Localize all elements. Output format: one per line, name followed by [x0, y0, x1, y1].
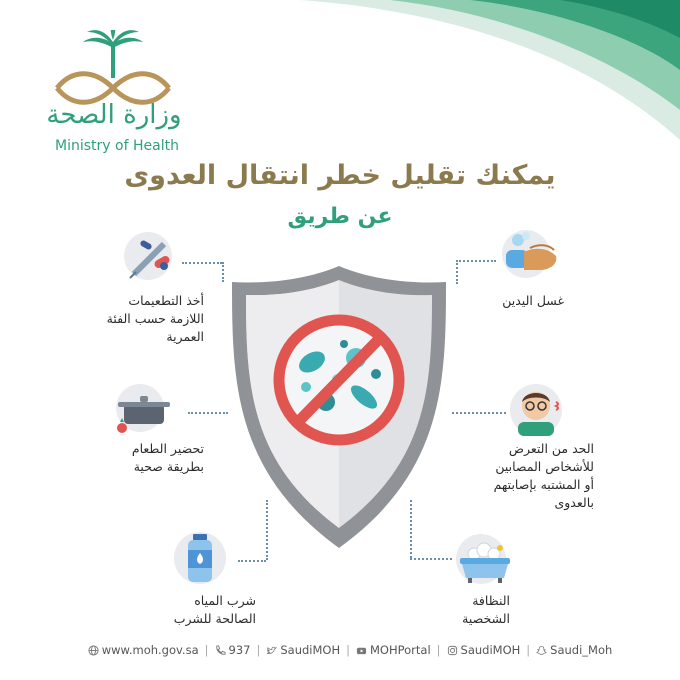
avoid-line-4: بالعدوى [554, 495, 594, 511]
bathtub-icon-circle [456, 534, 506, 584]
twitter-icon [266, 645, 277, 656]
cooking-pot-icon [116, 384, 176, 438]
footer-youtube-text: MOHPortal [369, 643, 431, 657]
vaccine-icon [124, 232, 176, 284]
water-line-1: شرب المياه [194, 593, 256, 608]
sick-person-icon [510, 384, 570, 438]
vaccines-line-3: العمرية [166, 329, 204, 345]
connector-avoid [452, 412, 506, 414]
vaccine-icon-circle [124, 232, 172, 280]
instagram-icon [447, 645, 458, 656]
handwash-text [474, 292, 564, 310]
vaccines-line-2: اللازمة حسب الفئة [106, 311, 204, 327]
connector-food [188, 412, 228, 414]
water-line-2: الصالحة للشرب [173, 611, 256, 627]
footer-website-text: www.moh.gov.sa [101, 643, 199, 657]
connector-handwash [456, 260, 496, 262]
avoid-line-3: أو المشتبه بإصابتهم [493, 477, 594, 493]
globe-icon [88, 645, 99, 656]
bathtub-icon [456, 534, 514, 586]
water-text [156, 592, 256, 628]
vaccines-line-1: أخذ التطعيمات [128, 293, 204, 308]
connector-hygiene-v [410, 500, 412, 558]
footer-instagram-text: SaudiMOH [460, 643, 521, 657]
footer-divider: | [526, 643, 531, 657]
handwash-line-1: غسل اليدين [502, 293, 564, 308]
footer-phone[interactable] [215, 643, 251, 657]
footer-twitter-text: SaudiMOH [280, 643, 341, 657]
youtube-icon [356, 645, 367, 656]
food-line-2: بطريقة صحية [133, 459, 204, 475]
corner-decoration [240, 0, 680, 170]
logo-english-name: Ministry of Health [55, 138, 179, 154]
phone-icon [215, 645, 226, 656]
water-bottle-icon-circle [174, 532, 226, 584]
footer-contact-bar [80, 640, 620, 660]
connector-hygiene [410, 558, 452, 560]
hand-washing-icon [502, 230, 560, 282]
connector-vaccines [182, 262, 222, 264]
avoid-text [464, 440, 594, 513]
page-subtitle: عن طريق [287, 204, 393, 229]
footer-snapchat[interactable] [536, 643, 612, 657]
footer-snapchat-text: Saudi_Moh [550, 643, 613, 657]
connector-water-v [266, 500, 268, 560]
food-line-1: تحضير الطعام [131, 441, 204, 456]
hygiene-text [430, 592, 510, 628]
sick-person-icon-circle [510, 384, 562, 436]
footer-divider: | [256, 643, 261, 657]
footer-youtube[interactable] [356, 643, 431, 657]
snapchat-icon [536, 645, 547, 656]
avoid-line-2: للأشخاص المصابين [495, 459, 594, 475]
connector-water [238, 560, 266, 562]
connector-vaccines-v [222, 262, 224, 282]
footer-divider: | [346, 643, 350, 657]
water-bottle-icon [174, 532, 226, 584]
footer-divider: | [436, 643, 441, 657]
footer-website[interactable] [88, 643, 199, 657]
hygiene-line-2: الشخصية [462, 611, 510, 627]
footer-phone-text: 937 [228, 643, 251, 657]
footer-twitter[interactable] [266, 643, 340, 657]
hand-washing-icon-circle [502, 230, 550, 278]
footer-instagram[interactable] [447, 643, 521, 657]
cooking-pot-icon-circle [116, 384, 164, 432]
shield-illustration [226, 262, 452, 552]
food-text [94, 440, 204, 476]
vaccines-text [80, 292, 204, 346]
hygiene-line-1: النظافة [472, 593, 510, 608]
logo-arabic-name: وزارة الصحة [46, 100, 182, 130]
footer-divider: | [204, 643, 209, 657]
avoid-line-1: الحد من التعرض [508, 441, 594, 456]
connector-handwash-v [456, 260, 458, 284]
page-title: يمكنك تقليل خطر انتقال العدوى [124, 160, 556, 191]
